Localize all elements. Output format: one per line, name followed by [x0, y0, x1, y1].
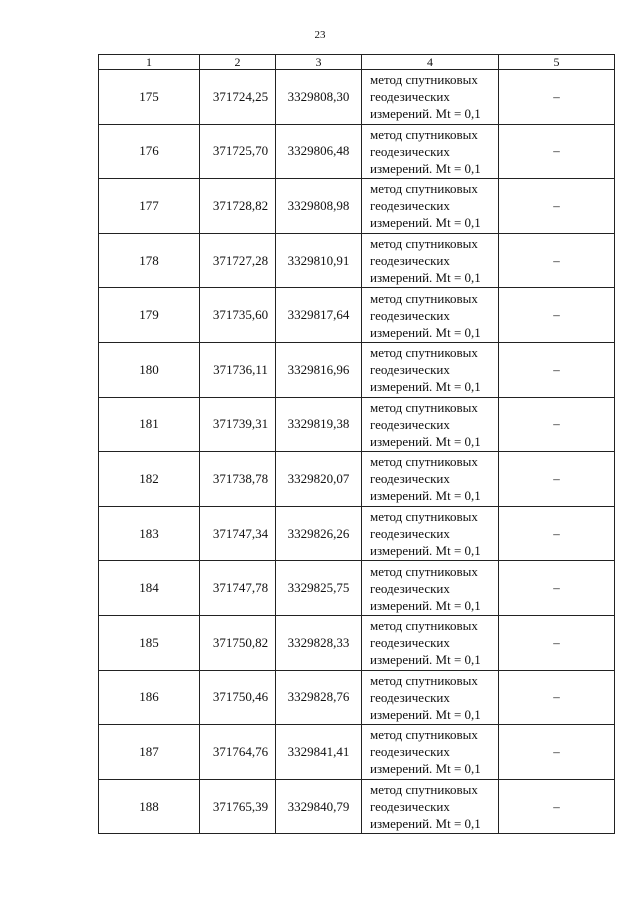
- method-line: измерений. Mt = 0,1: [370, 433, 481, 449]
- method-line: измерений. Mt = 0,1: [370, 543, 481, 559]
- x-coordinate-cell: 371724,25: [200, 70, 276, 125]
- x-coordinate-cell: 371736,11: [200, 342, 276, 397]
- method-line: геодезических: [370, 744, 450, 760]
- method-cell: [362, 452, 499, 507]
- point-number-cell: 185: [99, 615, 200, 670]
- x-coordinate-cell: 371764,76: [200, 725, 276, 780]
- method-line: метод спутниковых: [370, 72, 478, 88]
- table-row: [99, 670, 615, 725]
- x-coordinate-cell: 371727,28: [200, 233, 276, 288]
- x-coordinate-cell: 371747,78: [200, 561, 276, 616]
- point-number-cell: 182: [99, 452, 200, 507]
- method-line: метод спутниковых: [370, 454, 478, 470]
- table-row: [99, 397, 615, 452]
- method-line: геодезических: [370, 89, 450, 105]
- x-coordinate-cell: 371750,82: [200, 615, 276, 670]
- description-cell: –: [499, 779, 615, 834]
- description-cell: –: [499, 452, 615, 507]
- method-line: измерений. Mt = 0,1: [370, 597, 481, 613]
- method-line: метод спутниковых: [370, 345, 478, 361]
- description-cell: –: [499, 725, 615, 780]
- header-col-4: 4: [362, 55, 499, 70]
- method-line: измерений. Mt = 0,1: [370, 270, 481, 286]
- y-coordinate-cell: 3329816,96: [276, 342, 362, 397]
- x-coordinate-cell: 371765,39: [200, 779, 276, 834]
- y-coordinate-cell: 3329840,79: [276, 779, 362, 834]
- description-cell: –: [499, 124, 615, 179]
- point-number-cell: 180: [99, 342, 200, 397]
- header-row: [99, 55, 615, 70]
- method-line: метод спутниковых: [370, 236, 478, 252]
- x-coordinate-cell: 371735,60: [200, 288, 276, 343]
- method-line: метод спутниковых: [370, 181, 478, 197]
- y-coordinate-cell: 3329817,64: [276, 288, 362, 343]
- table-row: [99, 561, 615, 616]
- method-line: геодезических: [370, 143, 450, 159]
- table-row: [99, 70, 615, 125]
- method-line: метод спутниковых: [370, 782, 478, 798]
- x-coordinate-cell: 371750,46: [200, 670, 276, 725]
- y-coordinate-cell: 3329808,98: [276, 179, 362, 234]
- y-coordinate-cell: 3329841,41: [276, 725, 362, 780]
- method-cell: [362, 397, 499, 452]
- method-cell: [362, 670, 499, 725]
- method-line: измерений. Mt = 0,1: [370, 106, 481, 122]
- coordinates-table: [98, 54, 615, 834]
- method-cell: [362, 288, 499, 343]
- method-cell: [362, 179, 499, 234]
- description-cell: –: [499, 397, 615, 452]
- method-line: измерений. Mt = 0,1: [370, 160, 481, 176]
- method-cell: [362, 342, 499, 397]
- table-row: [99, 452, 615, 507]
- method-line: метод спутниковых: [370, 727, 478, 743]
- table-row: [99, 233, 615, 288]
- y-coordinate-cell: 3329819,38: [276, 397, 362, 452]
- point-number-cell: 178: [99, 233, 200, 288]
- method-cell: [362, 124, 499, 179]
- description-cell: –: [499, 288, 615, 343]
- y-coordinate-cell: 3329828,33: [276, 615, 362, 670]
- method-line: геодезических: [370, 362, 450, 378]
- point-number-cell: 188: [99, 779, 200, 834]
- point-number-cell: 181: [99, 397, 200, 452]
- table-body: [99, 70, 615, 834]
- method-line: измерений. Mt = 0,1: [370, 488, 481, 504]
- method-line: метод спутниковых: [370, 509, 478, 525]
- y-coordinate-cell: 3329810,91: [276, 233, 362, 288]
- method-line: геодезических: [370, 689, 450, 705]
- y-coordinate-cell: 3329825,75: [276, 561, 362, 616]
- method-line: метод спутниковых: [370, 618, 478, 634]
- method-line: измерений. Mt = 0,1: [370, 379, 481, 395]
- description-cell: –: [499, 233, 615, 288]
- table-header: [99, 55, 615, 70]
- y-coordinate-cell: 3329826,26: [276, 506, 362, 561]
- method-line: метод спутниковых: [370, 399, 478, 415]
- method-line: метод спутниковых: [370, 672, 478, 688]
- point-number-cell: 176: [99, 124, 200, 179]
- x-coordinate-cell: 371739,31: [200, 397, 276, 452]
- point-number-cell: 183: [99, 506, 200, 561]
- description-cell: –: [499, 561, 615, 616]
- method-cell: [362, 561, 499, 616]
- point-number-cell: 186: [99, 670, 200, 725]
- table-row: [99, 288, 615, 343]
- header-col-5: 5: [499, 55, 615, 70]
- method-cell: [362, 725, 499, 780]
- page-number: 23: [314, 29, 326, 41]
- y-coordinate-cell: 3329820,07: [276, 452, 362, 507]
- point-number-cell: 184: [99, 561, 200, 616]
- header-col-3: 3: [276, 55, 362, 70]
- method-line: геодезических: [370, 635, 450, 651]
- method-cell: [362, 506, 499, 561]
- method-cell: [362, 233, 499, 288]
- method-line: измерений. Mt = 0,1: [370, 324, 481, 340]
- description-cell: –: [499, 342, 615, 397]
- point-number-cell: 179: [99, 288, 200, 343]
- point-number-cell: 175: [99, 70, 200, 125]
- y-coordinate-cell: 3329808,30: [276, 70, 362, 125]
- x-coordinate-cell: 371738,78: [200, 452, 276, 507]
- table-row: [99, 124, 615, 179]
- method-line: измерений. Mt = 0,1: [370, 761, 481, 777]
- y-coordinate-cell: 3329828,76: [276, 670, 362, 725]
- method-line: метод спутниковых: [370, 126, 478, 142]
- table-row: [99, 725, 615, 780]
- description-cell: –: [499, 179, 615, 234]
- method-line: геодезических: [370, 198, 450, 214]
- method-line: геодезических: [370, 526, 450, 542]
- x-coordinate-cell: 371725,70: [200, 124, 276, 179]
- x-coordinate-cell: 371728,82: [200, 179, 276, 234]
- method-cell: [362, 779, 499, 834]
- method-line: метод спутниковых: [370, 563, 478, 579]
- method-line: измерений. Mt = 0,1: [370, 816, 481, 832]
- description-cell: –: [499, 670, 615, 725]
- header-col-1: 1: [99, 55, 200, 70]
- method-line: геодезических: [370, 253, 450, 269]
- method-line: измерений. Mt = 0,1: [370, 652, 481, 668]
- method-line: геодезических: [370, 416, 450, 432]
- description-cell: –: [499, 506, 615, 561]
- description-cell: –: [499, 615, 615, 670]
- y-coordinate-cell: 3329806,48: [276, 124, 362, 179]
- method-line: геодезических: [370, 307, 450, 323]
- method-line: метод спутниковых: [370, 290, 478, 306]
- table-row: [99, 779, 615, 834]
- table-row: [99, 506, 615, 561]
- table-row: [99, 615, 615, 670]
- header-col-2: 2: [200, 55, 276, 70]
- method-line: измерений. Mt = 0,1: [370, 706, 481, 722]
- method-cell: [362, 615, 499, 670]
- x-coordinate-cell: 371747,34: [200, 506, 276, 561]
- description-cell: –: [499, 70, 615, 125]
- method-line: геодезических: [370, 580, 450, 596]
- method-cell: [362, 70, 499, 125]
- point-number-cell: 177: [99, 179, 200, 234]
- point-number-cell: 187: [99, 725, 200, 780]
- method-line: геодезических: [370, 799, 450, 815]
- method-line: измерений. Mt = 0,1: [370, 215, 481, 231]
- table-row: [99, 179, 615, 234]
- method-line: геодезических: [370, 471, 450, 487]
- table-row: [99, 342, 615, 397]
